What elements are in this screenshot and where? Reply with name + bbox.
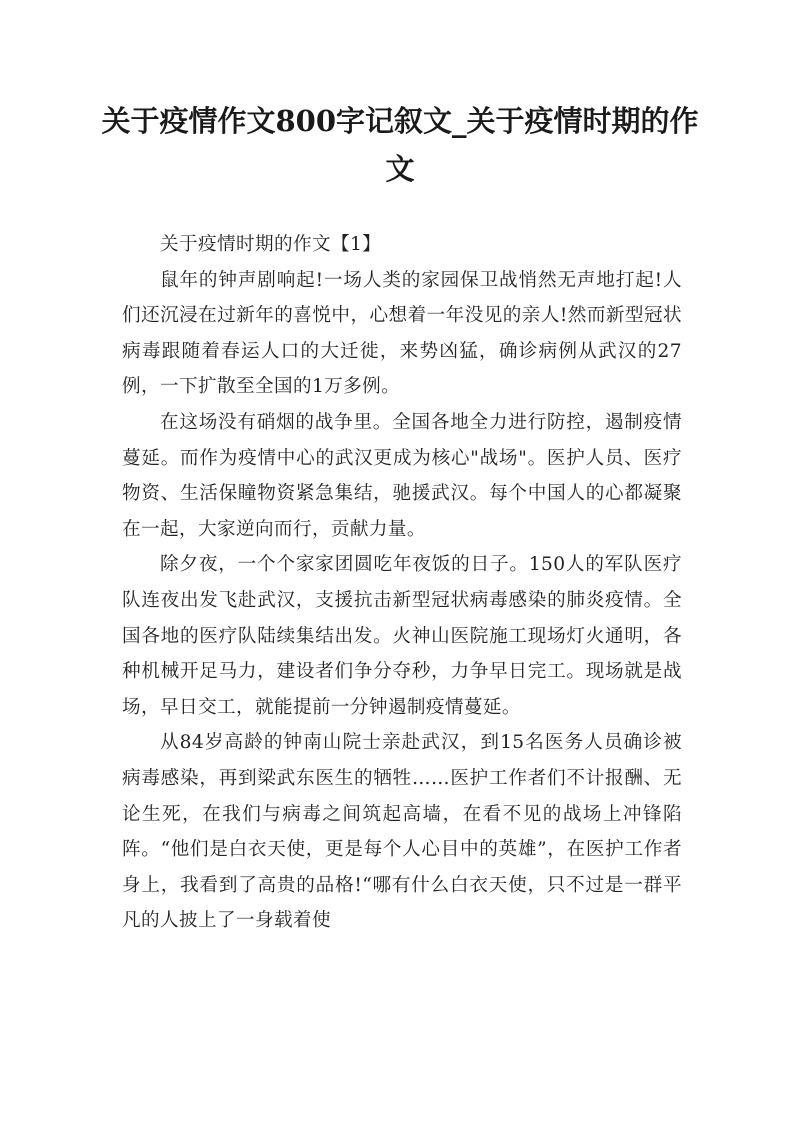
paragraph-2: 在这场没有硝烟的战争里。全国各地全力进行防控，遏制疫情蔓延。而作为疫情中心的武汉更成为核心"战场"。医护人员、医疗物资、生活保瞳物资紧急集结，驰援武汉。每个中国人的心都凝聚在一起，大家逆向而行，贡献力量。 (122, 411, 682, 540)
document-body (122, 227, 682, 939)
paragraph-3: 除夕夜，一个个家家团圆吃年夜饭的日子。150人的军队医疗队连夜出发飞赴武汉，支援抗击新型冠状病毒感染的肺炎疫情。全国各地的医疗队陆续集结出发。火神山医院施工现场灯火通明，各种机械开足马力，建设者们争分夺秒，力争早日完工。现场就是战场，早日交工，就能提前一分钟遏制疫情蔓延。 (122, 554, 682, 718)
paragraph-1: 鼠年的钟声剧响起!一场人类的家园保卫战悄然无声地打起!人们还沉浸在过新年的喜悦中，心想着一年没见的亲人!然而新型冠状病毒跟随着春运人口的大迁徙，来势凶猛，确诊病例从武汉的27例，一下扩散至全国的1万多例。 (122, 269, 682, 398)
document-title: 关于疫情作文800字记叙文_关于疫情时期的作文 (101, 104, 699, 186)
paragraph-4: 从84岁高龄的钟南山院士亲赴武汉，到15名医务人员确诊被病毒感染，再到梁武东医生的牺牲……医护工作者们不计报酬、无论生死，在我们与病毒之间筑起高墙，在看不见的战场上冲锋陷阵。“他们是白衣天使，更是每个人心目中的英雄”，在医护工作者身上，我看到了高贵的品格!“哪有什么白衣天使，只不过是一群平凡的人披上了一身载着使 (122, 732, 682, 932)
section-heading: 关于疫情时期的作文【1】 (160, 234, 382, 255)
